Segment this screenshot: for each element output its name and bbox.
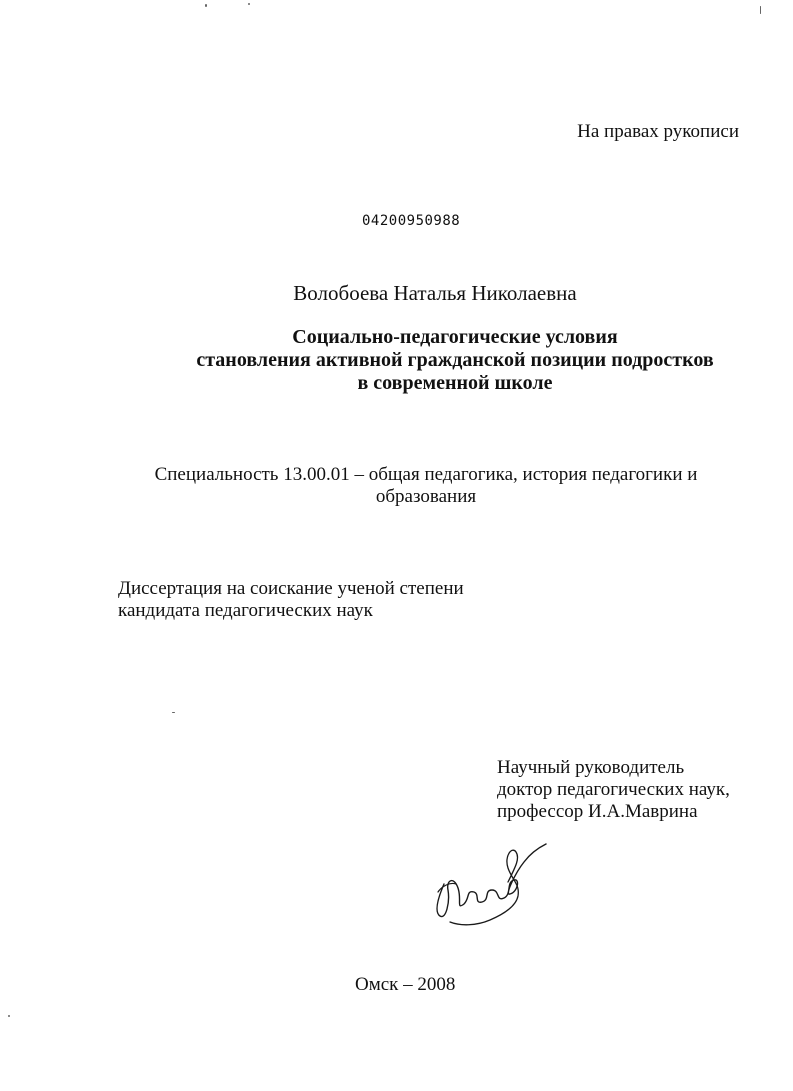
advisor-line: Научный руководитель xyxy=(497,757,685,778)
scan-speck xyxy=(760,6,761,14)
handwritten-signature xyxy=(420,832,560,932)
author-name: Волобоева Наталья Николаевна xyxy=(293,281,577,305)
degree-statement xyxy=(118,578,464,622)
city-year: Омск – 2008 xyxy=(355,974,456,995)
scan-speck xyxy=(205,4,207,7)
scan-speck xyxy=(172,712,175,713)
title-line: становления активной гражданской позиции подростков xyxy=(196,349,714,371)
advisor-line: доктор педагогических наук, xyxy=(497,779,730,800)
degree-line: кандидата педагогических наук xyxy=(118,600,373,621)
scientific-advisor xyxy=(497,757,730,823)
specialty xyxy=(100,464,752,508)
specialty-line: образования xyxy=(375,486,477,507)
dissertation-title xyxy=(130,326,780,395)
title-line: в современной школе xyxy=(357,372,553,394)
advisor-line: профессор И.А.Маврина xyxy=(497,801,698,822)
rights-notice: На правах рукописи xyxy=(577,121,739,142)
specialty-line: Специальность 13.00.01 – общая педагогика, история педагогики и xyxy=(154,464,698,485)
scan-speck xyxy=(248,3,250,5)
catalog-number: 04200950988 xyxy=(362,213,461,229)
degree-line: Диссертация на соискание ученой степени xyxy=(118,578,464,599)
title-line: Социально-педагогические условия xyxy=(292,326,618,348)
scan-speck xyxy=(8,1015,10,1017)
